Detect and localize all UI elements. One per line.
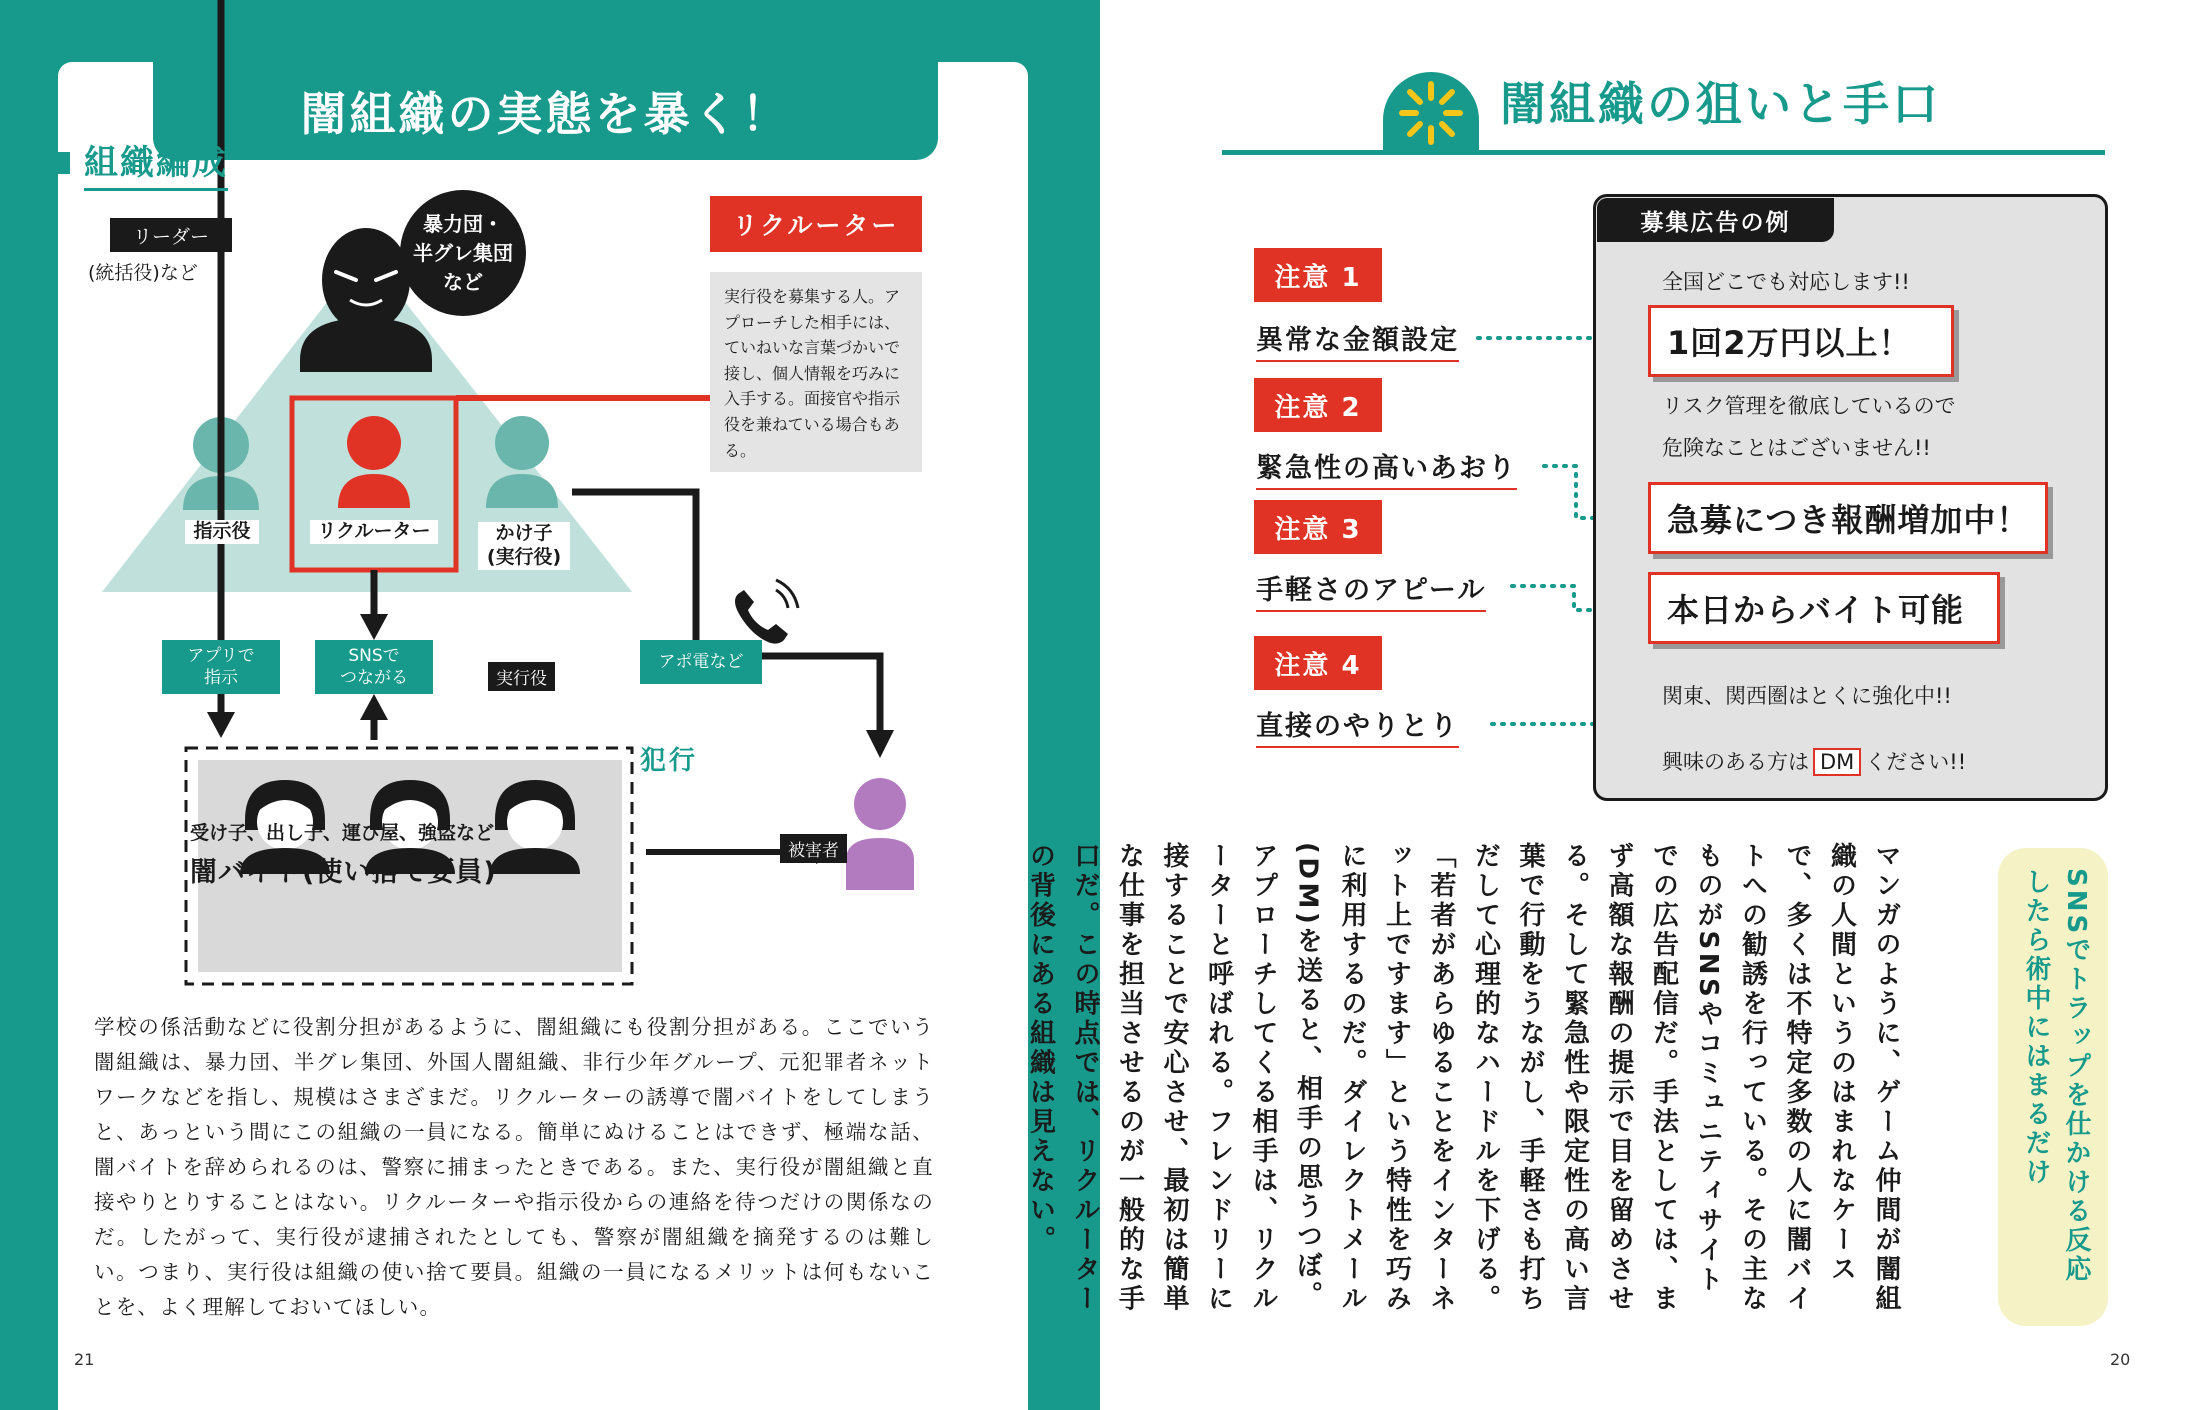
dm-badge: DM <box>1813 748 1861 776</box>
recruiter-heading: リクルーター <box>710 196 922 252</box>
ad-line-region: 関東、関西圏はとくに強化中!! <box>1662 684 1952 708</box>
left-page-number: 21 <box>74 1350 95 1369</box>
workers-title: 闇バイト(使い捨て要員) <box>190 857 497 888</box>
ad-highlight-urgent: 急募につき報酬増加中！ <box>1648 482 2048 554</box>
ad-line-safe: 危険なことはございません!! <box>1662 436 1931 460</box>
tag-app-instruction <box>162 640 280 694</box>
worker-figure-3 <box>490 780 580 874</box>
right-vertical-body-text: マンガのように、ゲーム仲間が闇組織の人間というのはまれなケースで、多くは不特定多数の人に闇バイトへの勧誘を行っている。その主なものがSNSやコミュニティサイトでの広告配信だ。手法としては、まず高額な報酬の提示で目を留めさせる。そして緊急性や限定性の高い言葉で行動をうながし、手軽さも打ちだして心理的なハードルを下げる。「若者があらゆることをインターネット上ですます」という特性を巧みに利用するのだ。ダイレクトメール(DM)を送ると、相手の思うつぼ。アプローチしてくる相手は、リクルーターと呼ばれる。フレンドリーに接することで安心させ、最初は簡単な仕事を担当させるのが一般的な手口だ。この時点では、リクルーターの背後にある組織は見えない。 <box>1025 842 1901 1314</box>
caution-3-text: 手軽さのアピール <box>1256 568 1486 612</box>
right-page-title: 闇組織の狙いと手口 <box>1500 77 1941 131</box>
crime-label: 犯行 <box>640 746 699 776</box>
executor-tag: 実行役 <box>488 662 555 691</box>
role-instructor: 指示役 <box>185 520 259 544</box>
victim-figure <box>846 778 914 890</box>
boss-line-1: 暴力団・ <box>423 211 503 236</box>
tag-sns-line2: つながる <box>340 668 408 688</box>
leader-sub-label: (統括役)など <box>88 262 198 284</box>
caution-4-label: 注意 4 <box>1254 636 1382 690</box>
caution-4-text: 直接のやりとり <box>1256 704 1459 748</box>
role-kakeko <box>478 522 570 570</box>
caution-3-label: 注意 3 <box>1254 500 1382 554</box>
ad-highlight-today: 本日からバイト可能 <box>1648 572 2000 644</box>
caution-2-label: 注意 2 <box>1254 378 1382 432</box>
caution-2-text: 緊急性の高いあおり <box>1256 446 1517 490</box>
section-square-icon <box>48 152 70 174</box>
victim-label: 被害者 <box>780 834 847 863</box>
right-page-number: 20 <box>2110 1350 2131 1369</box>
tag-app-line1: アプリで <box>187 645 255 666</box>
tag-apo-call: アポ電など <box>640 640 762 684</box>
boss-circle <box>400 190 526 316</box>
callout-text: SNSでトラップを仕かける反応したら術中にはまるだけ <box>2021 868 2091 1285</box>
workers-subtitle: 受け子、出し子、運び屋、強盗など <box>190 822 495 844</box>
ad-example-tab: 募集広告の例 <box>1597 198 1834 242</box>
leader-label: リーダー <box>110 218 232 252</box>
ad-line-risk: リスク管理を徹底しているので <box>1662 394 1956 418</box>
boss-line-3: など <box>443 269 483 294</box>
section-heading-text: 組織編成 <box>84 135 228 191</box>
ad-highlight-amount: 1回2万円以上！ <box>1648 305 1954 377</box>
ad-line-nationwide: 全国どこでも対応します!! <box>1662 270 1910 294</box>
role-kakeko-line2: (実行役) <box>486 545 562 568</box>
role-kakeko-line1: かけ子 <box>495 522 553 544</box>
caution-1-label: 注意 1 <box>1254 248 1382 302</box>
left-page-title: 闇組織の実態を暴く！ <box>300 87 791 141</box>
boss-line-2: 半グレ集団 <box>413 240 513 265</box>
ad-contact-post: ください!! <box>1865 750 1967 774</box>
title-emblem <box>1383 72 1479 154</box>
tag-sns-line1: SNSで <box>348 645 400 666</box>
ad-contact-pre: 興味のある方は <box>1662 750 1809 774</box>
role-recruiter: リクルーター <box>310 520 438 544</box>
recruiter-description: 実行役を募集する人。アプローチした相手には、ていねいな言葉づかいで接し、個人情報を巧みに入手する。面接官や指示役を兼ねている場合もある。 <box>710 272 922 472</box>
ad-line-contact <box>1662 746 1966 776</box>
caution-1-text: 異常な金額設定 <box>1256 318 1459 362</box>
section-heading <box>48 135 228 191</box>
tag-sns-connect <box>315 640 433 694</box>
tag-app-line2: 指示 <box>204 668 238 688</box>
title-underline <box>1222 150 2105 155</box>
left-body-text: 学校の係活動などに役割分担があるように、闇組織にも役割分担がある。ここでいう闇組織は、暴力団、半グレ集団、外国人闇組織、非行少年グループ、元犯罪者ネットワークなどを指し、規模はさまざまだ。リクルーターの誘導で闇バイトをしてしまうと、あっという間にこの組織の一員になる。簡単にぬけることはできず、極端な話、闇バイトを辞められるのは、警察に捕まったときである。また、実行役が闇組織と直接やりとりすることはない。リクルーターや指示役からの連絡を待つだけの関係なのだ。したがって、実行役が逮捕されたとしても、警察が闇組織を摘発するのは難しい。つまり、実行役は組織の使い捨て要員。組織の一員になるメリットは何もないことを、よく理解しておいてほしい。 <box>94 1015 934 1319</box>
phone-icon <box>735 580 798 644</box>
